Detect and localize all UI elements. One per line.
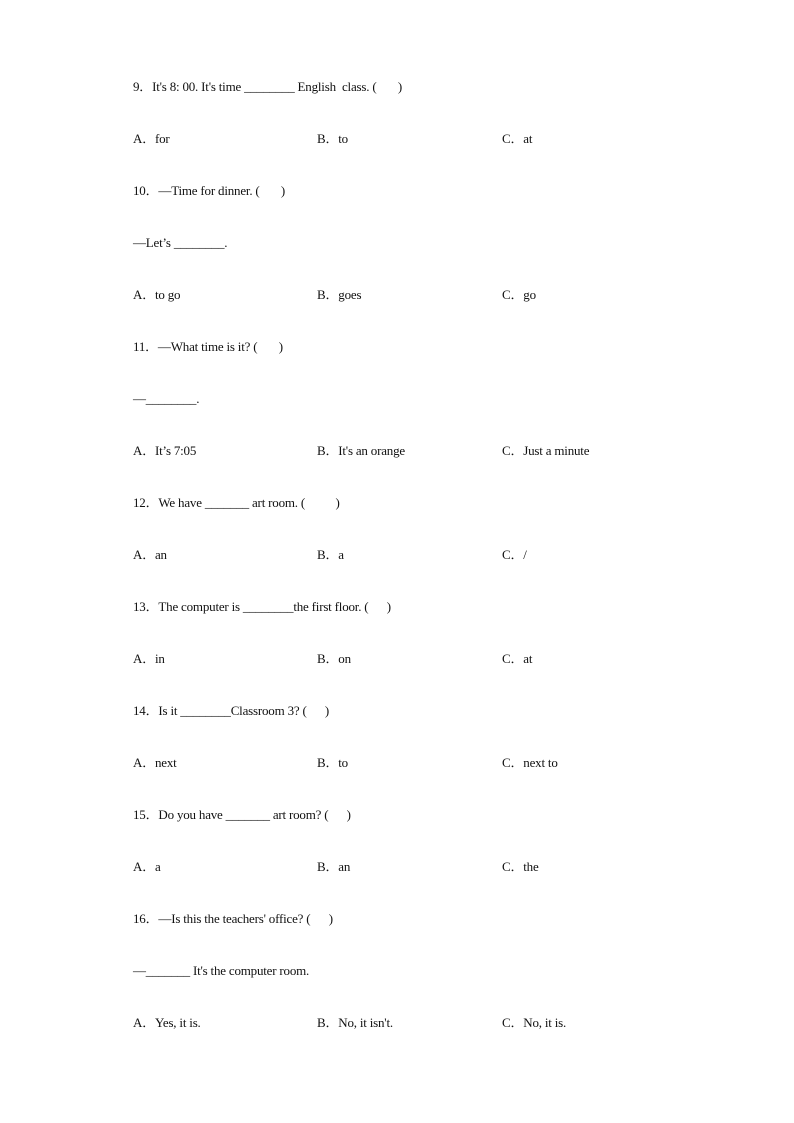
question-16-reply: —_______ It's the computer room. — [133, 963, 310, 978]
question-9-options — [0, 130, 794, 148]
option-b: B．It's an orange — [317, 443, 405, 458]
option-a: A．next — [133, 755, 177, 770]
option-c: C．No, it is. — [502, 1015, 567, 1030]
option-b: B．an — [317, 859, 351, 874]
question-15-stem: 15．Do you have _______ art room? ( ) — [133, 807, 351, 822]
option-a: A．an — [133, 547, 167, 562]
question-10-reply: —Let’s ________. — [133, 235, 228, 250]
question-10-stem: 10．—Time for dinner. ( ) — [133, 183, 286, 198]
question-13-options — [0, 650, 794, 668]
option-a: A．Yes, it is. — [133, 1015, 201, 1030]
option-a: A．It’s 7:05 — [133, 443, 197, 458]
question-11-reply: —________. — [133, 391, 200, 406]
question-14-stem: 14．Is it ________Classroom 3? ( ) — [133, 703, 330, 718]
option-a: A．in — [133, 651, 165, 666]
option-a: A．a — [133, 859, 161, 874]
option-c: C．at — [502, 131, 533, 146]
question-12-stem: 12．We have _______ art room. ( ) — [133, 495, 340, 510]
question-12-options — [0, 546, 794, 564]
option-b: B．to — [317, 755, 348, 770]
option-b: B．to — [317, 131, 348, 146]
option-b: B．on — [317, 651, 351, 666]
question-11-stem: 11．—What time is it? ( ) — [133, 339, 283, 354]
option-b: B．No, it isn't. — [317, 1015, 393, 1030]
question-11-options — [0, 442, 794, 460]
option-a: A．for — [133, 131, 170, 146]
option-c: C．Just a minute — [502, 443, 590, 458]
option-c: C．/ — [502, 547, 527, 562]
option-c: C．the — [502, 859, 539, 874]
question-13-stem: 13．The computer is ________the first floor. ( ) — [133, 599, 391, 614]
option-c: C．go — [502, 287, 536, 302]
option-c: C．next to — [502, 755, 558, 770]
option-a: A．to go — [133, 287, 181, 302]
question-16-options — [0, 1014, 794, 1032]
question-10-options — [0, 286, 794, 304]
option-b: B．a — [317, 547, 344, 562]
option-b: B．goes — [317, 287, 362, 302]
option-c: C．at — [502, 651, 533, 666]
question-9-stem: 9．It's 8: 00. It's time ________ English class. ( ) — [133, 79, 402, 94]
question-16-stem: 16．—Is this the teachers' office? ( ) — [133, 911, 333, 926]
question-14-options — [0, 754, 794, 772]
question-15-options — [0, 858, 794, 876]
